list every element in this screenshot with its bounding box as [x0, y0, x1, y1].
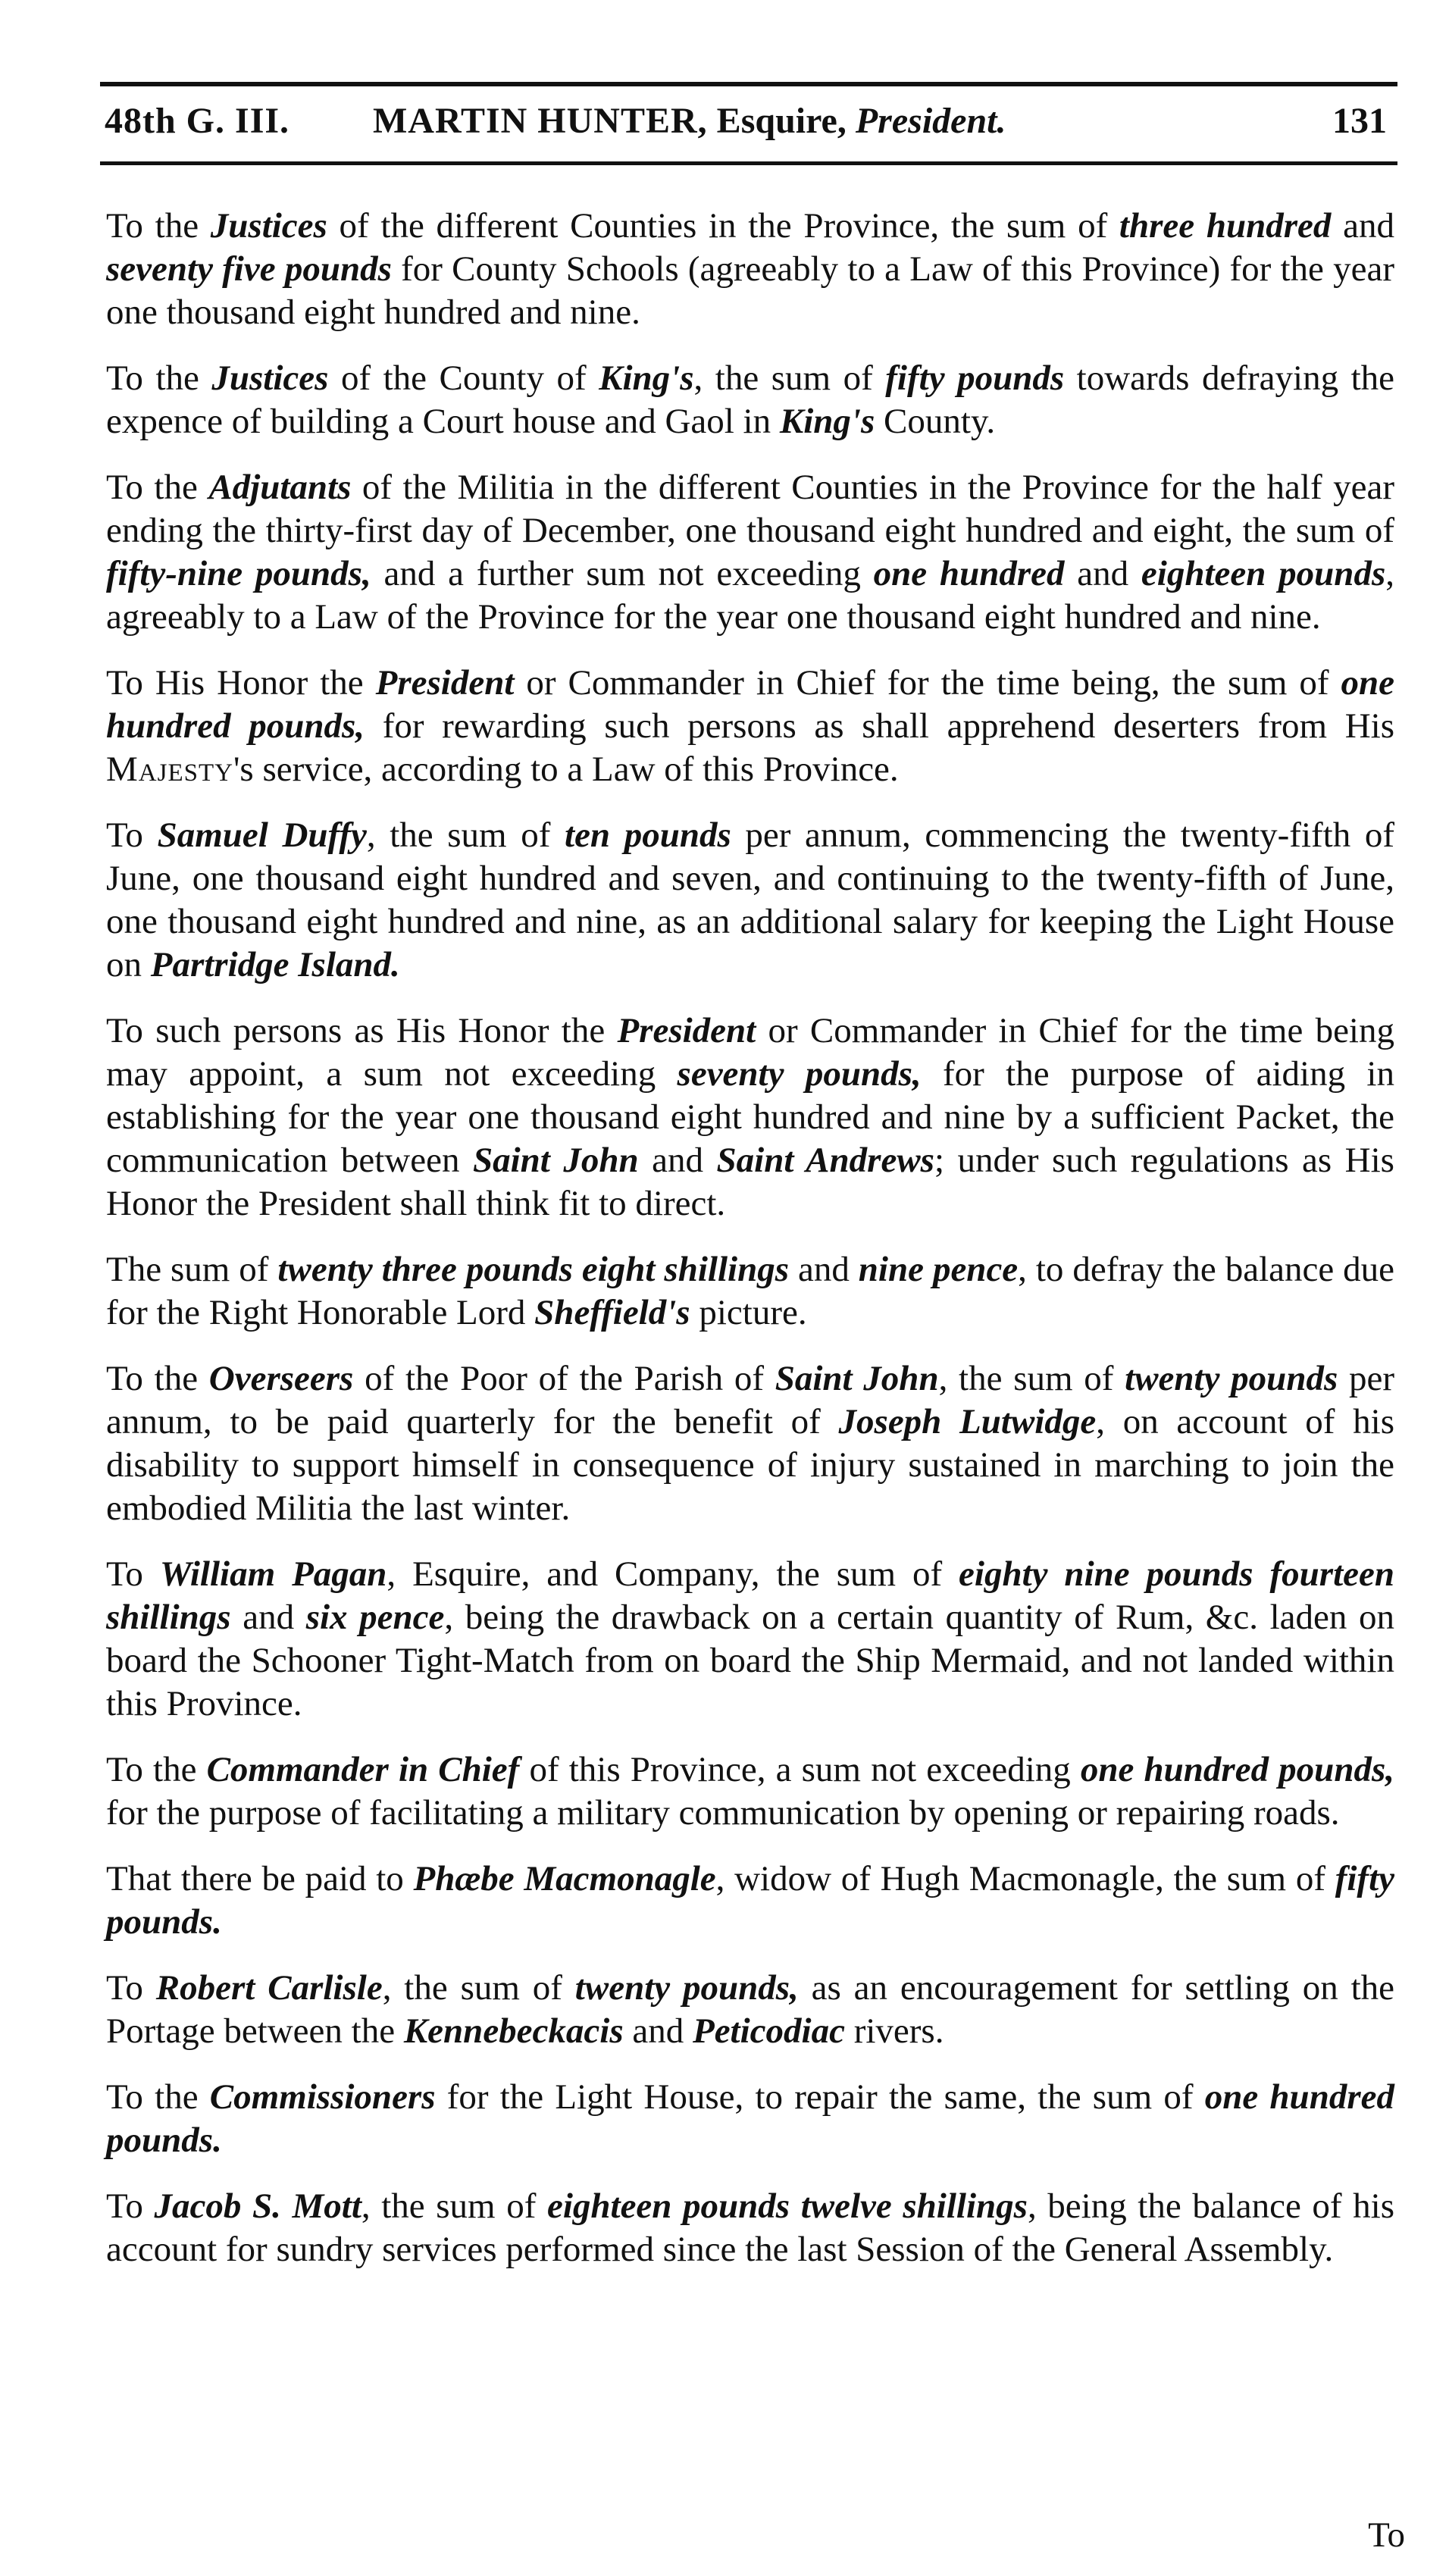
text-run: or Commander in Chief for the time being may appoint, a sum not exceeding: [106, 1011, 1394, 1094]
text-run: The sum of: [106, 1250, 278, 1289]
italic-phrase: Samuel Duffy: [157, 815, 367, 855]
italic-phrase: Commander in Chief: [206, 1750, 520, 1789]
text-run: or Commander in Chief for the time being, the sum of: [514, 663, 1341, 703]
italic-phrase: Justices: [211, 358, 329, 398]
italic-phrase: twenty three pounds eight shillings: [277, 1250, 790, 1289]
text-run: , being the drawback on a certain quantity of Rum, &c. laden on board the Schooner Tight-Match from on board the Ship Mermaid, and not landed within this Province.: [106, 1598, 1394, 1723]
italic-phrase: six pence: [305, 1598, 445, 1637]
appropriation-paragraph: [106, 1009, 1394, 1225]
italic-phrase: Overseers: [208, 1359, 354, 1398]
appropriation-paragraph: [106, 1858, 1394, 1944]
text-run: To: [106, 2186, 155, 2226]
text-run: for the purpose of aiding in establishing for the year one thousand eight hundred and nine by a sufficient Packet, the communication between: [106, 1054, 1394, 1180]
title-name: MARTIN HUNTER,: [373, 101, 708, 141]
text-run: of the different Counties in the Province, the sum of: [327, 206, 1119, 246]
italic-phrase: Commissioners: [209, 2077, 436, 2117]
italic-phrase: William Pagan: [159, 1554, 387, 1594]
appropriation-paragraph: [106, 357, 1394, 443]
text-run: , widow of Hugh Macmonagle, the sum of: [715, 1859, 1335, 1898]
italic-phrase: President: [375, 663, 515, 703]
text-run: To the: [106, 358, 212, 398]
italic-phrase: one hundred pounds,: [106, 663, 1395, 746]
text-run: That there be paid to: [106, 1859, 414, 1898]
italic-phrase: eighteen pounds twelve shillings: [546, 2186, 1028, 2226]
text-run: To: [106, 1968, 156, 2008]
running-title: [373, 100, 1006, 142]
italic-phrase: seventy pounds,: [677, 1054, 922, 1094]
text-run: per annum, commencing the twenty-fifth of June, one thousand eight hundred and seven, and continuing to the twenty-fifth of June, one thousand eight hundred and nine, as an additional salary for keeping the Light House on: [106, 815, 1394, 984]
text-run: , the sum of: [938, 1359, 1125, 1398]
italic-phrase: King's: [779, 402, 875, 441]
text-run: ; under such regulations as His Honor the President shall think fit to direct.: [106, 1141, 1394, 1223]
appropriation-paragraph: [106, 662, 1394, 791]
text-run: To such persons as His Honor the: [106, 1011, 618, 1050]
appropriation-paragraph: [106, 205, 1394, 334]
text-run: , the sum of: [361, 2186, 547, 2226]
page-number: 131: [1332, 101, 1387, 141]
italic-phrase: eighteen pounds: [1141, 554, 1386, 593]
italic-phrase: Robert Carlisle: [155, 1968, 383, 2008]
text-run: 's service, according to a Law of this Province.: [233, 750, 899, 789]
italic-phrase: Adjutants: [208, 468, 352, 507]
appropriation-paragraph: [106, 1357, 1394, 1530]
italic-phrase: eighty nine pounds fourteen shillings: [106, 1554, 1394, 1637]
text-run: rivers.: [844, 2011, 944, 2051]
appropriation-paragraph: [106, 1967, 1394, 2053]
italic-phrase: Peticodiac: [692, 2011, 845, 2051]
text-run: and: [1331, 206, 1394, 246]
appropriation-paragraph: [106, 1748, 1394, 1835]
text-run: To the: [106, 468, 209, 507]
text-run: of the County of: [328, 358, 599, 398]
running-header: [100, 82, 1397, 165]
text-run: for the purpose of facilitating a military communication by opening or repairing roads.: [106, 1793, 1340, 1833]
text-run: and: [789, 1250, 859, 1289]
text-run: To: [106, 815, 158, 855]
text-run: for the Light House, to repair the same, the sum of: [435, 2077, 1205, 2117]
italic-phrase: one hundred: [873, 554, 1065, 593]
italic-phrase: seventy five pounds: [106, 249, 392, 289]
text-run: as an encouragement for settling on the Portage between the: [106, 1968, 1395, 2051]
text-run: To: [106, 1554, 160, 1594]
italic-phrase: President: [617, 1011, 756, 1050]
text-run: of the Poor of the Parish of: [353, 1359, 775, 1398]
text-run: per annum, to be paid quarterly for the benefit of: [106, 1359, 1394, 1441]
text-run: for rewarding such persons as shall apprehend deserters from His: [365, 706, 1394, 746]
text-run: To the: [106, 1359, 209, 1398]
text-run: picture.: [690, 1293, 807, 1332]
italic-phrase: fifty pounds: [885, 358, 1065, 398]
text-run: of this Province, a sum not exceeding: [519, 1750, 1081, 1789]
text-run: and: [638, 1141, 717, 1180]
appropriation-paragraph: [106, 1553, 1394, 1726]
appropriation-paragraph: [106, 466, 1394, 639]
catchword: To: [1368, 2515, 1405, 2555]
italic-phrase: King's: [599, 358, 694, 398]
text-run: To His Honor the: [106, 663, 376, 703]
appropriation-paragraph: [106, 1248, 1394, 1335]
italic-phrase: Justices: [210, 206, 327, 246]
appropriation-paragraph: [106, 2185, 1394, 2271]
title-esquire: Esquire,: [707, 101, 847, 141]
text-run: To the: [106, 2077, 210, 2117]
title-president: President.: [846, 101, 1006, 141]
italic-phrase: Partridge Island.: [150, 945, 400, 984]
italic-phrase: fifty pounds.: [106, 1859, 1394, 1942]
text-run: and a further sum not exceeding: [371, 554, 874, 593]
italic-phrase: nine pence: [858, 1250, 1019, 1289]
italic-phrase: Jacob S. Mott: [154, 2186, 361, 2226]
italic-phrase: Kennebeckacis: [403, 2011, 624, 2051]
italic-phrase: one hundred pounds,: [1080, 1750, 1395, 1789]
appropriation-paragraph: [106, 814, 1394, 987]
text-run: To the: [106, 206, 211, 246]
text-run: , to defray the balance due for the Right Honorable Lord: [106, 1250, 1395, 1332]
text-run: , the sum of: [693, 358, 886, 398]
text-run: To the: [106, 1750, 207, 1789]
appropriation-paragraph: [106, 2076, 1394, 2162]
italic-phrase: Sheffield's: [534, 1293, 690, 1332]
text-run: , agreeably to a Law of the Province for the year one thousand eight hundred and nine.: [106, 554, 1394, 637]
italic-phrase: twenty pounds: [1125, 1359, 1338, 1398]
italic-phrase: Saint John: [775, 1359, 939, 1398]
text-run: , Esquire, and Company, the sum of: [387, 1554, 959, 1594]
italic-phrase: ten pounds: [565, 815, 731, 855]
regnal-year: 48th G. III.: [105, 101, 290, 141]
text-run: for County Schools (agreeably to a Law of this Province) for the year one thousand eight hundred and nine.: [106, 249, 1394, 332]
small-caps-phrase: Majesty: [106, 750, 233, 789]
text-run: , being the balance of his account for sundry services performed since the last Session of the General Assembly.: [106, 2186, 1395, 2269]
italic-phrase: Saint John: [472, 1141, 639, 1180]
text-run: and: [1064, 554, 1141, 593]
text-run: , on account of his disability to support himself in consequence of injury sustained in marching to join the embodied Militia the last winter.: [106, 1402, 1395, 1528]
text-run: and: [623, 2011, 693, 2051]
italic-phrase: Saint Andrews: [716, 1141, 934, 1180]
text-run: , the sum of: [366, 815, 565, 855]
italic-phrase: one hundred pounds.: [106, 2077, 1394, 2160]
text-run: of the Militia in the different Counties in the Province for the half year ending the thirty-first day of December, one thousand eight hundred and eight, the sum of: [106, 468, 1394, 550]
italic-phrase: fifty-nine pounds,: [106, 554, 371, 593]
appropriations-text: [106, 205, 1394, 2294]
italic-phrase: Phæbe Macmonagle: [413, 1859, 716, 1898]
text-run: and: [230, 1598, 306, 1637]
italic-phrase: Joseph Lutwidge: [838, 1402, 1097, 1441]
text-run: County.: [875, 402, 996, 441]
italic-phrase: twenty pounds,: [574, 1968, 799, 2008]
italic-phrase: three hundred: [1119, 206, 1332, 246]
text-run: towards defraying the expence of building a Court house and Gaol in: [106, 358, 1394, 441]
text-run: , the sum of: [382, 1968, 575, 2008]
